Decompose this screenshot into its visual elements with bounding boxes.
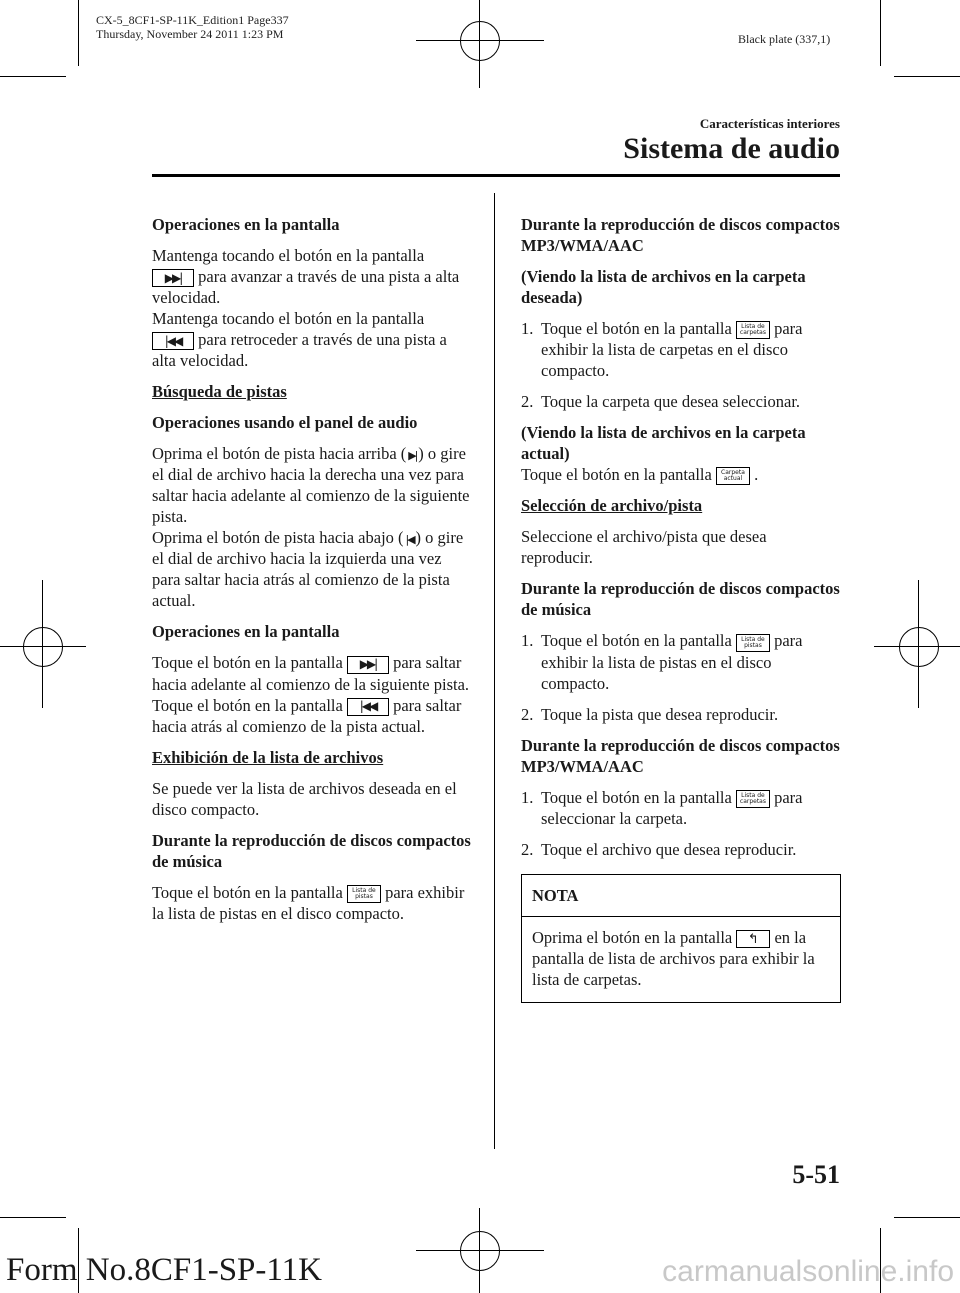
paragraph: Se puede ver la lista de archivos deseada en el disco compacto. bbox=[152, 778, 457, 819]
text: Toque el botón en la pantalla bbox=[541, 631, 732, 651]
prev-track-icon: |◀ bbox=[405, 533, 414, 547]
page-title: Sistema de audio bbox=[623, 132, 840, 165]
heading: Durante la reproducción de discos compactos MP3/WMA/AAC bbox=[521, 215, 840, 255]
text: para avanzar a través de una pista a alta velocidad. bbox=[152, 267, 460, 308]
text: para saltar hacia adelante al comienzo de la siguiente pista. bbox=[152, 653, 470, 694]
heading: Durante la reproducción de discos compactos de música bbox=[152, 830, 471, 871]
paragraph: Seleccione el archivo/pista que desea reproducir. bbox=[521, 527, 767, 568]
next-track-icon: ▶▶| bbox=[152, 269, 194, 287]
text: Toque el botón en la pantalla bbox=[152, 653, 343, 673]
text: Oprima el botón de pista hacia abajo ( bbox=[152, 528, 404, 548]
note-box bbox=[521, 874, 841, 1003]
paragraph bbox=[152, 652, 472, 736]
numbered-list bbox=[521, 318, 841, 412]
heading: (Viendo la lista de archivos en la carpeta deseada) bbox=[521, 267, 806, 307]
text: para exhibir la lista de pistas en el disco compacto. bbox=[541, 631, 803, 693]
text: para seleccionar la carpeta. bbox=[541, 787, 803, 828]
text: Oprima el botón en la pantalla bbox=[532, 927, 733, 947]
prev-track-icon: |◀◀ bbox=[152, 332, 194, 350]
subheading: Búsqueda de pistas bbox=[152, 382, 287, 402]
list-item: 1. Toque el botón en la pantalla Lista de carpetas para exhibir la lista de carpetas en el disco compacto. bbox=[521, 319, 803, 381]
lista-de-carpetas-button-icon: Lista de carpetas bbox=[736, 321, 770, 339]
heading: Operaciones en la pantalla bbox=[152, 622, 340, 642]
print-job-info bbox=[96, 13, 289, 41]
header-rule bbox=[152, 174, 840, 177]
carpeta-actual-button-icon: Carpeta actual bbox=[716, 467, 750, 485]
numbered-list bbox=[521, 787, 841, 860]
lista-de-pistas-button-icon: Lista de pistas bbox=[736, 634, 770, 652]
text: Toque el botón en la pantalla bbox=[541, 787, 732, 807]
list-item: 2. Toque el archivo que desea reproducir. bbox=[521, 839, 797, 859]
text: . bbox=[754, 465, 759, 485]
text: para retroceder a través de una pista a alta velocidad. bbox=[152, 330, 447, 371]
note-body bbox=[522, 917, 840, 1002]
text: Toque el botón en la pantalla bbox=[521, 465, 712, 485]
return-icon: ↰ bbox=[736, 930, 770, 948]
prev-track-icon: |◀◀ bbox=[347, 698, 389, 716]
list-item: 1. Toque el botón en la pantalla Lista de pistas para exhibir la lista de pistas en el disco compacto. bbox=[521, 631, 803, 693]
paragraph bbox=[152, 443, 472, 611]
text: para saltar hacia atrás al comienzo de la pista actual. bbox=[152, 695, 462, 736]
plate-label: Black plate (337,1) bbox=[738, 32, 831, 46]
next-track-icon: ▶| bbox=[408, 449, 417, 463]
numbered-list bbox=[521, 630, 841, 724]
heading: (Viendo la lista de archivos en la carpeta actual) bbox=[521, 423, 806, 464]
subheading: Selección de archivo/pista bbox=[521, 496, 703, 516]
page-number: 5-51 bbox=[792, 1160, 840, 1189]
text: ) o gire el dial de archivo hacia la derecha una vez para saltar hacia adelante al comienzo de la siguiente pista. bbox=[152, 444, 470, 527]
text: Toque el botón en la pantalla bbox=[152, 882, 343, 902]
list-item: 2. Toque la carpeta que desea seleccionar. bbox=[521, 392, 801, 412]
text: Toque el botón en la pantalla bbox=[541, 319, 732, 338]
left-column bbox=[152, 214, 472, 934]
next-track-icon: ▶▶| bbox=[347, 656, 389, 674]
section-label: Características interiores bbox=[699, 116, 840, 131]
paragraph bbox=[521, 422, 841, 485]
text: para exhibir la lista de carpetas en el disco compacto. bbox=[541, 319, 803, 381]
list-item: 2. Toque la pista que desea reproducir. bbox=[521, 704, 779, 724]
text: ) o gire el dial de archivo hacia la izquierda una vez para saltar hacia atrás al comienzo de la pista actual. bbox=[152, 528, 464, 611]
lista-de-carpetas-button-icon: Lista de carpetas bbox=[736, 790, 770, 808]
paragraph bbox=[152, 882, 472, 924]
note-title: NOTA bbox=[522, 875, 840, 917]
paragraph bbox=[152, 245, 472, 371]
watermark: carmanualsonline.info bbox=[662, 1255, 954, 1288]
text: en la pantalla de lista de archivos para exhibir la lista de carpetas. bbox=[532, 927, 815, 990]
heading: Durante la reproducción de discos compactos MP3/WMA/AAC bbox=[521, 735, 840, 776]
print-job-line1: CX-5_8CF1-SP-11K_Edition1 Page337 bbox=[96, 13, 289, 27]
heading: Operaciones en la pantalla bbox=[152, 215, 340, 234]
list-item: 1. Toque el botón en la pantalla Lista de carpetas para seleccionar la carpeta. bbox=[521, 787, 803, 828]
lista-de-pistas-button-icon: Lista de pistas bbox=[347, 885, 381, 903]
text: para exhibir la lista de pistas en el disco compacto. bbox=[152, 882, 465, 924]
heading: Operaciones usando el panel de audio bbox=[152, 413, 418, 433]
text: Oprima el botón de pista hacia arriba ( bbox=[152, 444, 407, 464]
right-column bbox=[521, 214, 841, 1003]
subheading: Exhibición de la lista de archivos bbox=[152, 747, 384, 767]
text: Mantenga tocando el botón en la pantalla bbox=[152, 246, 425, 265]
text: Toque el botón en la pantalla bbox=[152, 695, 343, 715]
text: Mantenga tocando el botón en la pantalla bbox=[152, 309, 425, 329]
form-number: Form No.8CF1-SP-11K bbox=[6, 1252, 322, 1288]
print-job-line2: Thursday, November 24 2011 1:23 PM bbox=[96, 27, 284, 41]
column-divider bbox=[494, 193, 495, 1149]
heading: Durante la reproducción de discos compactos de música bbox=[521, 579, 840, 620]
